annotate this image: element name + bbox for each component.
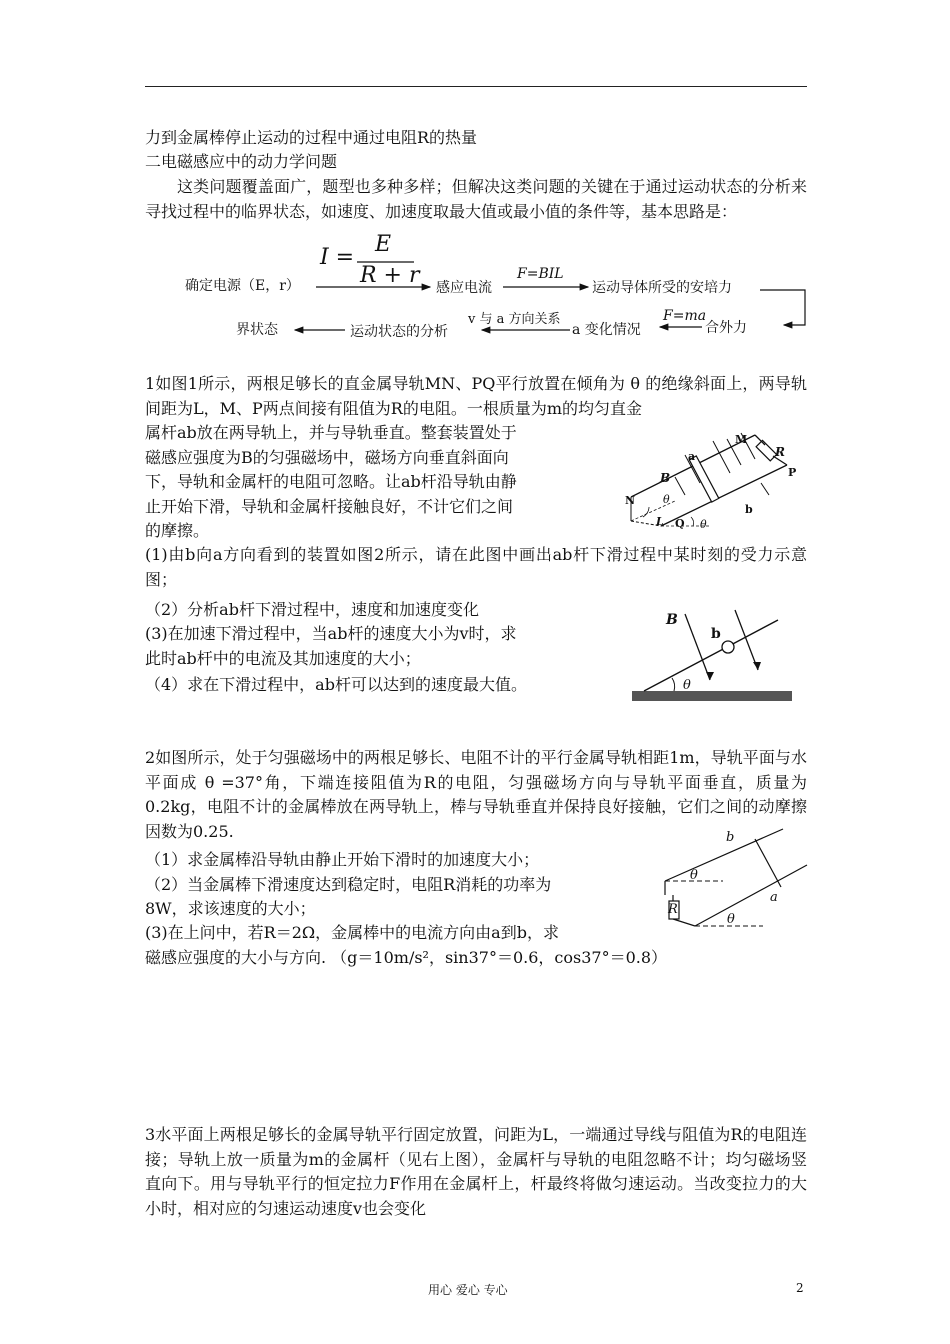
q1-part1: (1)由b向a方向看到的装置如图2所示，请在此图中画出ab杆下滑过程中某时刻的受力示意图； (145, 545, 807, 589)
fig1-label-m: M (735, 433, 748, 446)
q1-line: 属杆ab放在两导轨上，并与导轨垂直。整套装置处于 (145, 423, 517, 442)
fig1-label-n: N (625, 494, 636, 507)
fig2-label-b-field: B (666, 612, 678, 628)
flow-f-ma: F=ma (663, 308, 707, 324)
arrow-ampere-netforce (760, 290, 805, 325)
q1-part4: （4）求在下滑过程中，ab杆可以达到的速度最大值。 (145, 675, 527, 694)
continued-line: 力到金属棒停止运动的过程中通过电阻R的热量 (145, 128, 478, 147)
fig1-label-q: Q (675, 517, 685, 530)
footer-slogan: 用心 爱心 专心 (428, 1283, 508, 1297)
flow-diagram (0, 0, 950, 360)
q2-part2a: （2）当金属棒下滑速度达到稳定时，电阻R消耗的功率为 (145, 875, 552, 894)
fig1-label-theta: θ (663, 493, 670, 506)
q1-line: 磁感应强度为B的匀强磁场中，磁场方向垂直斜面向 (145, 448, 509, 467)
flow-current: 感应电流 (436, 280, 492, 296)
fig1-label-b-end: b (745, 503, 753, 516)
fig1-label-b-field: B (660, 471, 671, 485)
q1-intro: 1如图1所示，两根足够长的直金属导轨MN、PQ平行放置在倾角为 θ 的绝缘斜面上，两导轨间距为L，M、P两点间接有阻值为R的电阻。一根质量为m的均匀直金 (145, 374, 807, 418)
q2-part1: （1）求金属棒沿导轨由静止开始下滑时的加速度大小； (145, 850, 540, 869)
fig2-label-theta: θ (683, 678, 691, 693)
flow-ampere: 运动导体所受的安培力 (592, 280, 732, 296)
q2-fig-label-theta1: θ (690, 868, 698, 883)
q1-figure-1 (615, 425, 815, 535)
q1-line: 的摩擦。 (145, 521, 210, 540)
flow-net-force: 合外力 (705, 320, 747, 336)
flow-v-a-relation: v 与 a 方向关系 (468, 312, 561, 327)
page-number: 2 (796, 1281, 804, 1295)
fig1-label-l: L (656, 515, 664, 528)
q2-fig-label-theta2: θ (727, 912, 735, 927)
fig1-label-a: a (688, 450, 696, 463)
intro-paragraph: 这类问题覆盖面广，题型也多种多样；但解决这类问题的关键在于通过运动状态的分析来寻找过程中的临界状态，如速度、加速度取最大值或最小值的条件等，基本思路是： (145, 177, 807, 221)
q1-part3a: (3)在加速下滑过程中，当ab杆的速度大小为v时，求 (145, 624, 517, 643)
flow-critical: 界状态 (236, 322, 278, 338)
q2-fig-label-b: b (726, 830, 735, 845)
formula-i: I = (320, 245, 355, 270)
q2-fig-label-a: a (770, 890, 778, 905)
q1-line: 止开始下滑，导轨和金属杆接触良好，不计它们之间 (145, 497, 514, 516)
fig1-label-theta2: θ (700, 518, 707, 531)
fig1-label-p: P (788, 466, 797, 479)
q2-part3b: 磁感应强度的大小与方向. （g＝10m/s²，sin37°＝0.6，cos37°＝0.8） (145, 948, 668, 967)
flow-a-change: a 变化情况 (572, 322, 641, 338)
q2-part2b: 8W，求该速度的大小； (145, 899, 316, 918)
flow-source: 确定电源（E，r） (185, 278, 300, 294)
formula-denominator: R + r (360, 263, 420, 288)
q2-intro: 2如图所示，处于匀强磁场中的两根足够长、电阻不计的平行金属导轨相距1m，导轨平面与水平面成 θ =37°角，下端连接阻值为R的电阻，匀强磁场方向与导轨平面垂直，质量为0.2kg，电阻不计的金属棒放在两导轨上，棒与导轨垂直并保持良好接触，它们之间的动摩擦因数为0.25. (145, 748, 807, 841)
fig1-label-r: R (775, 445, 785, 459)
flow-motion-analysis: 运动状态的分析 (350, 324, 448, 340)
fig2-label-b: b (711, 626, 721, 642)
q3-text: 3水平面上两根足够长的金属导轨平行固定放置，问距为L，一端通过导线与阻值为R的电阻连接；导轨上放一质量为m的金属杆（见右上图），金属杆与导轨的电阻忽略不计；均匀磁场竖直向下。用与导轨平行的恒定拉力F作用在金属杆上，杆最终将做匀速运动。当改变拉力的大小时，相对应的匀速运动速度v也会变化 (145, 1125, 807, 1218)
q2-fig-label-r: R (668, 902, 678, 917)
q1-part3b: 此时ab杆中的电流及其加速度的大小； (145, 649, 421, 668)
q1-figure-2 (630, 600, 810, 710)
q2-part3a: (3)在上问中，若R＝2Ω，金属棒中的电流方向由a到b，求 (145, 923, 559, 942)
section-title: 二电磁感应中的动力学问题 (145, 152, 338, 171)
q1-part2: （2）分析ab杆下滑过程中，速度和加速度变化 (145, 600, 479, 619)
formula-numerator: E (375, 232, 392, 257)
q1-line: 下，导轨和金属杆的电阻可忽略。让ab杆沿导轨由静 (145, 472, 517, 491)
q2-figure (655, 825, 815, 935)
flow-f-bil: F=BIL (517, 266, 564, 282)
